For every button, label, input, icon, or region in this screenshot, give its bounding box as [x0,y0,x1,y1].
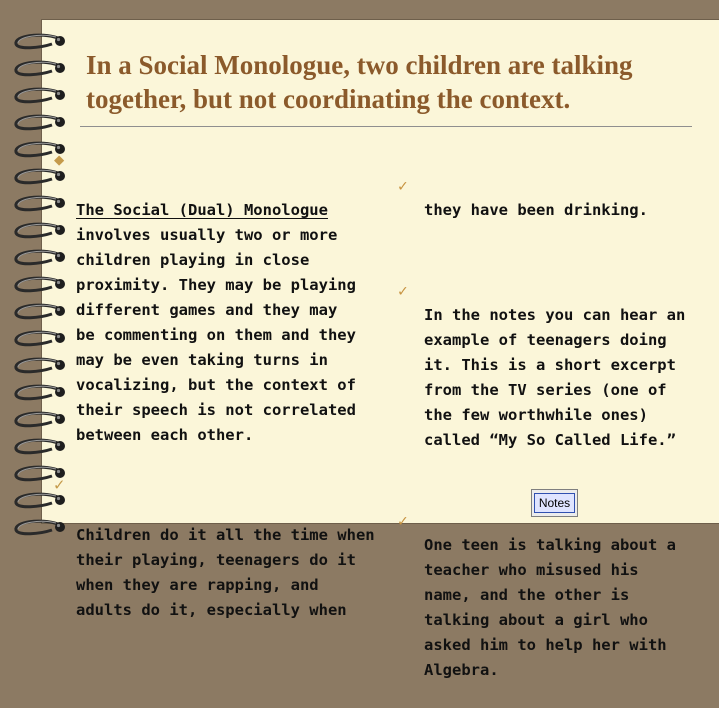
ring-icon [16,197,65,210]
bullet-icon: ◆ [54,150,65,170]
paragraph-text: involves usually two or more children playing in close proximity. They may be playing different games and they may be commenting on them and they may be even taking turns in vocalizing, but the context of their speech is not correlated between each other. [76,226,356,444]
title-line-1: In a Social Monologue, two children are talking [86,50,633,80]
spiral-binding-icon [0,0,80,539]
left-paragraph-1 [54,148,376,473]
right-item [398,148,698,248]
notes-button-label: Notes [534,493,575,513]
right-item-text: they have been drinking. [424,201,648,219]
check-icon: ✓ [398,176,408,195]
left-paragraph-2 [54,473,376,648]
ring-icon [16,89,65,102]
ring-icon [16,224,65,237]
ring-icon [16,359,65,372]
paragraph-text: Children do it all the time when their playing, teenagers do it when they are rapping, and adults do it, especially when [76,526,375,619]
check-icon: ✓ [398,281,408,300]
slide-title [86,48,696,116]
ring-icon [16,62,65,75]
check-icon: ✓ [398,511,408,530]
title-line-2: together, but not coordinating the context. [86,84,571,114]
ring-icon [16,251,65,264]
bullet-icon: ✓ [54,475,65,495]
right-column [398,148,698,708]
ring-icon [16,35,65,48]
right-item-text: One teen is talking about a teacher who misused his name, and the other is talking about a girl who asked him to help her with Algebra. [424,536,676,679]
divider-line [80,126,692,127]
ring-icon [16,521,65,534]
ring-icon [16,116,65,129]
right-item [398,253,698,478]
ring-icon [16,440,65,453]
ring-icon [16,413,65,426]
ring-icon [16,278,65,291]
ring-icon [16,332,65,345]
ring-icon [16,386,65,399]
section-heading: The Social (Dual) Monologue [76,201,328,219]
right-item-text: In the notes you can hear an example of teenagers doing it. This is a short excerpt from the TV series (one of the few worthwhile ones) called “My So Called Life.” [424,306,686,449]
ring-icon [16,305,65,318]
notes-button[interactable] [531,489,578,517]
left-column [54,148,376,648]
